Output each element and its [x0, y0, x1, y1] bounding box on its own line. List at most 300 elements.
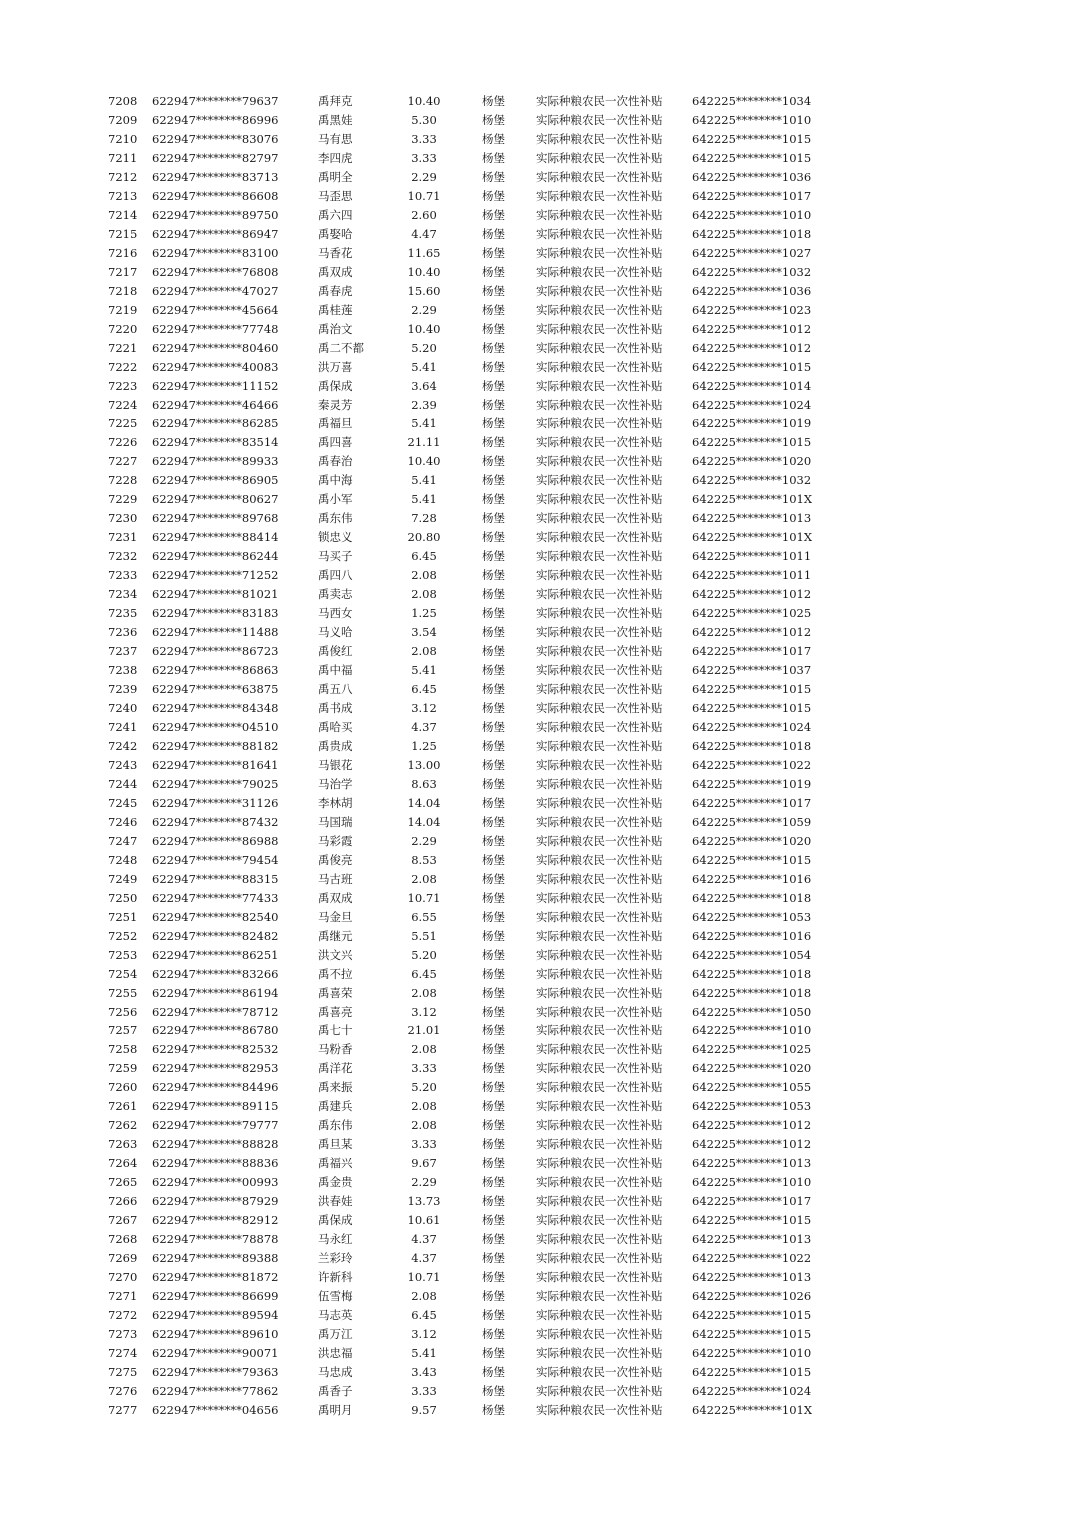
row-number: 7257: [108, 1023, 138, 1038]
table-row: [0, 946, 1074, 965]
table-row: [0, 130, 1074, 149]
bank-account-cell: 622947********84348: [152, 701, 279, 715]
table-row: [0, 92, 1074, 111]
town-cell: 杨堡: [482, 1099, 505, 1114]
town-cell: 杨堡: [482, 454, 505, 469]
row-number: 7250: [108, 890, 138, 905]
name-cell: 禹明全: [318, 169, 353, 184]
row-number: 7222: [108, 359, 138, 374]
subsidy-type-cell: 实际种粮农民一次性补贴: [536, 1251, 663, 1266]
name-cell: 禹娶哈: [318, 226, 353, 241]
row-number: 7264: [108, 1156, 138, 1171]
town-cell: 杨堡: [482, 1080, 505, 1095]
table-row: [0, 377, 1074, 396]
row-number: 7274: [108, 1345, 138, 1360]
bank-account-cell: 622947********82912: [152, 1213, 279, 1228]
name-cell: 禹福兴: [318, 1156, 353, 1171]
name-cell: 禹香子: [318, 1383, 353, 1398]
subsidy-type-cell: 实际种粮农民一次性补贴: [536, 1099, 663, 1114]
table-row: [0, 263, 1074, 282]
row-number: 7246: [108, 814, 138, 829]
town-cell: 杨堡: [482, 1118, 505, 1133]
id-number-cell: 642225********1012: [692, 1118, 812, 1133]
amount-cell: 6.45: [411, 1308, 437, 1322]
table-row: [0, 490, 1074, 509]
bank-account-cell: 622947********86699: [152, 1289, 279, 1304]
amount-cell: 10.40: [407, 264, 441, 279]
id-number-cell: 642225********1015: [692, 1364, 812, 1379]
bank-account-cell: 622947********89933: [152, 454, 279, 469]
table-row: [0, 1116, 1074, 1135]
bank-account-cell: 622947********84496: [152, 1080, 279, 1095]
table-row: [0, 320, 1074, 339]
town-cell: 杨堡: [482, 226, 505, 241]
subsidy-type-cell: 实际种粮农民一次性补贴: [536, 1402, 663, 1417]
id-number-cell: 642225********1012: [692, 625, 812, 640]
town-cell: 杨堡: [482, 909, 505, 924]
id-number-cell: 642225********1020: [692, 454, 812, 469]
amount-cell: 5.41: [411, 663, 437, 678]
id-number-cell: 642225********1019: [692, 776, 812, 791]
row-number: 7276: [108, 1383, 138, 1398]
subsidy-type-cell: 实际种粮农民一次性补贴: [536, 1137, 663, 1152]
id-number-cell: 642225********1010: [692, 1023, 812, 1038]
id-number-cell: 642225********1024: [692, 719, 812, 734]
town-cell: 杨堡: [482, 1364, 505, 1379]
bank-account-cell: 622947********63875: [152, 682, 279, 697]
town-cell: 杨堡: [482, 701, 505, 715]
row-number: 7238: [108, 663, 138, 678]
name-cell: 禹四喜: [318, 435, 353, 450]
name-cell: 禹中福: [318, 663, 353, 678]
row-number: 7221: [108, 340, 138, 355]
name-cell: 禹春虎: [318, 283, 353, 298]
name-cell: 马彩霞: [318, 833, 353, 848]
subsidy-type-cell: 实际种粮农民一次性补贴: [536, 1156, 663, 1171]
town-cell: 杨堡: [482, 264, 505, 279]
bank-account-cell: 622947********83514: [152, 435, 279, 450]
town-cell: 杨堡: [482, 644, 505, 659]
town-cell: 杨堡: [482, 473, 505, 488]
subsidy-type-cell: 实际种粮农民一次性补贴: [536, 549, 663, 564]
table-row: [0, 1040, 1074, 1059]
name-cell: 禹治文: [318, 321, 353, 336]
name-cell: 禹东伟: [318, 511, 353, 526]
row-number: 7229: [108, 492, 138, 507]
subsidy-type-cell: 实际种粮农民一次性补贴: [536, 94, 663, 108]
id-number-cell: 642225********1010: [692, 1345, 812, 1360]
bank-account-cell: 622947********83076: [152, 131, 279, 146]
id-number-cell: 642225********1012: [692, 1137, 812, 1152]
bank-account-cell: 622947********88182: [152, 738, 279, 753]
town-cell: 杨堡: [482, 1175, 505, 1190]
name-cell: 禹明月: [318, 1402, 353, 1417]
town-cell: 杨堡: [482, 1232, 505, 1247]
table-row: [0, 1325, 1074, 1344]
name-cell: 禹不拉: [318, 966, 353, 981]
id-number-cell: 642225********1010: [692, 1175, 812, 1190]
subsidy-type-cell: 实际种粮农民一次性补贴: [536, 473, 663, 488]
table-row: [0, 1078, 1074, 1097]
row-number: 7240: [108, 701, 138, 715]
subsidy-type-cell: 实际种粮农民一次性补贴: [536, 644, 663, 659]
bank-account-cell: 622947********77748: [152, 321, 279, 336]
id-number-cell: 642225********1024: [692, 1383, 812, 1398]
amount-cell: 2.08: [411, 985, 437, 1000]
amount-cell: 11.65: [407, 245, 441, 260]
amount-cell: 14.04: [407, 814, 441, 829]
name-cell: 禹双成: [318, 890, 353, 905]
id-number-cell: 642225********1011: [692, 549, 812, 564]
id-number-cell: 642225********1012: [692, 321, 812, 336]
id-number-cell: 642225********1011: [692, 568, 812, 583]
name-cell: 洪文兴: [318, 947, 353, 962]
table-row: [0, 1154, 1074, 1173]
amount-cell: 5.30: [411, 112, 437, 127]
name-cell: 马国瑞: [318, 814, 353, 829]
amount-cell: 21.11: [407, 435, 441, 450]
row-number: 7223: [108, 378, 138, 393]
table-row: [0, 756, 1074, 775]
amount-cell: 5.41: [411, 359, 437, 374]
amount-cell: 4.47: [411, 226, 437, 241]
table-row: [0, 547, 1074, 566]
name-cell: 马有思: [318, 131, 353, 146]
bank-account-cell: 622947********04510: [152, 719, 279, 734]
town-cell: 杨堡: [482, 1326, 505, 1341]
town-cell: 杨堡: [482, 606, 505, 621]
subsidy-type-cell: 实际种粮农民一次性补贴: [536, 928, 663, 943]
row-number: 7215: [108, 226, 138, 241]
name-cell: 禹春治: [318, 454, 353, 469]
bank-account-cell: 622947********31126: [152, 795, 279, 810]
subsidy-type-cell: 实际种粮农民一次性补贴: [536, 1364, 663, 1379]
row-number: 7254: [108, 966, 138, 981]
town-cell: 杨堡: [482, 852, 505, 867]
id-number-cell: 642225********1032: [692, 473, 812, 488]
table-row: [0, 1021, 1074, 1040]
town-cell: 杨堡: [482, 1308, 505, 1322]
subsidy-type-cell: 实际种粮农民一次性补贴: [536, 207, 663, 222]
bank-account-cell: 622947********87929: [152, 1194, 279, 1209]
row-number: 7252: [108, 928, 138, 943]
subsidy-type-cell: 实际种粮农民一次性补贴: [536, 1326, 663, 1341]
bank-account-cell: 622947********80627: [152, 492, 279, 507]
town-cell: 杨堡: [482, 359, 505, 374]
id-number-cell: 642225********1013: [692, 511, 812, 526]
subsidy-type-cell: 实际种粮农民一次性补贴: [536, 909, 663, 924]
table-row: [0, 927, 1074, 946]
id-number-cell: 642225********1025: [692, 606, 812, 621]
bank-account-cell: 622947********82482: [152, 928, 279, 943]
name-cell: 禹继元: [318, 928, 353, 943]
table-row: [0, 1230, 1074, 1249]
row-number: 7275: [108, 1364, 138, 1379]
table-row: [0, 1344, 1074, 1363]
amount-cell: 7.28: [411, 511, 437, 526]
id-number-cell: 642225********1036: [692, 169, 812, 184]
town-cell: 杨堡: [482, 1345, 505, 1360]
id-number-cell: 642225********1018: [692, 890, 812, 905]
town-cell: 杨堡: [482, 1137, 505, 1152]
town-cell: 杨堡: [482, 795, 505, 810]
row-number: 7217: [108, 264, 138, 279]
bank-account-cell: 622947********89594: [152, 1308, 279, 1322]
row-number: 7211: [108, 150, 138, 165]
town-cell: 杨堡: [482, 340, 505, 355]
table-row: [0, 396, 1074, 415]
bank-account-cell: 622947********82540: [152, 909, 279, 924]
subsidy-type-cell: 实际种粮农民一次性补贴: [536, 112, 663, 127]
amount-cell: 13.00: [407, 757, 441, 772]
bank-account-cell: 622947********86780: [152, 1023, 279, 1038]
town-cell: 杨堡: [482, 321, 505, 336]
subsidy-type-cell: 实际种粮农民一次性补贴: [536, 378, 663, 393]
id-number-cell: 642225********1032: [692, 264, 812, 279]
subsidy-type-cell: 实际种粮农民一次性补贴: [536, 625, 663, 640]
town-cell: 杨堡: [482, 757, 505, 772]
bank-account-cell: 622947********79637: [152, 94, 279, 108]
table-row: [0, 585, 1074, 604]
amount-cell: 5.51: [411, 928, 437, 943]
amount-cell: 5.41: [411, 473, 437, 488]
table-row: [0, 509, 1074, 528]
amount-cell: 5.41: [411, 1345, 437, 1360]
id-number-cell: 642225********1015: [692, 150, 812, 165]
name-cell: 李四虎: [318, 150, 353, 165]
table-row: [0, 1287, 1074, 1306]
town-cell: 杨堡: [482, 245, 505, 260]
town-cell: 杨堡: [482, 435, 505, 450]
table-row: [0, 244, 1074, 263]
name-cell: 禹来振: [318, 1080, 353, 1095]
town-cell: 杨堡: [482, 871, 505, 886]
town-cell: 杨堡: [482, 625, 505, 640]
amount-cell: 2.08: [411, 568, 437, 583]
bank-account-cell: 622947********89610: [152, 1326, 279, 1341]
bank-account-cell: 622947********77433: [152, 890, 279, 905]
name-cell: 伍雪梅: [318, 1289, 353, 1304]
bank-account-cell: 622947********82797: [152, 150, 279, 165]
id-number-cell: 642225********1022: [692, 757, 812, 772]
name-cell: 马治学: [318, 776, 353, 791]
town-cell: 杨堡: [482, 928, 505, 943]
bank-account-cell: 622947********82953: [152, 1061, 279, 1076]
bank-account-cell: 622947********86244: [152, 549, 279, 564]
subsidy-type-cell: 实际种粮农民一次性补贴: [536, 454, 663, 469]
subsidy-type-cell: 实际种粮农民一次性补贴: [536, 245, 663, 260]
subsidy-type-cell: 实际种粮农民一次性补贴: [536, 701, 663, 715]
row-number: 7244: [108, 776, 138, 791]
bank-account-cell: 622947********81641: [152, 757, 279, 772]
id-number-cell: 642225********1053: [692, 909, 812, 924]
table-row: [0, 965, 1074, 984]
subsidy-type-cell: 实际种粮农民一次性补贴: [536, 321, 663, 336]
subsidy-type-cell: 实际种粮农民一次性补贴: [536, 1308, 663, 1322]
name-cell: 禹喜荣: [318, 985, 353, 1000]
table-row: [0, 452, 1074, 471]
id-number-cell: 642225********1018: [692, 738, 812, 753]
bank-account-cell: 622947********11152: [152, 378, 279, 393]
amount-cell: 2.60: [411, 207, 437, 222]
amount-cell: 2.08: [411, 871, 437, 886]
row-number: 7236: [108, 625, 138, 640]
id-number-cell: 642225********1017: [692, 795, 812, 810]
subsidy-type-cell: 实际种粮农民一次性补贴: [536, 1175, 663, 1190]
row-number: 7232: [108, 549, 138, 564]
table-row: [0, 1268, 1074, 1287]
town-cell: 杨堡: [482, 985, 505, 1000]
table-row: [0, 414, 1074, 433]
table-row: [0, 149, 1074, 168]
id-number-cell: 642225********1015: [692, 359, 812, 374]
subsidy-type-cell: 实际种粮农民一次性补贴: [536, 1232, 663, 1247]
table-row: [0, 1097, 1074, 1116]
name-cell: 禹拜克: [318, 94, 353, 108]
subsidy-type-cell: 实际种粮农民一次性补贴: [536, 264, 663, 279]
row-number: 7267: [108, 1213, 138, 1228]
row-number: 7266: [108, 1194, 138, 1209]
bank-account-cell: 622947********79363: [152, 1364, 279, 1379]
amount-cell: 8.53: [411, 852, 437, 867]
row-number: 7259: [108, 1061, 138, 1076]
id-number-cell: 642225********1012: [692, 587, 812, 602]
name-cell: 马银花: [318, 757, 353, 772]
id-number-cell: 642225********1037: [692, 663, 812, 678]
id-number-cell: 642225********1059: [692, 814, 812, 829]
amount-cell: 4.37: [411, 719, 437, 734]
bank-account-cell: 622947********88828: [152, 1137, 279, 1152]
row-number: 7208: [108, 94, 138, 108]
name-cell: 马金旦: [318, 909, 353, 924]
name-cell: 马永红: [318, 1232, 353, 1247]
id-number-cell: 642225********1015: [692, 1213, 812, 1228]
town-cell: 杨堡: [482, 568, 505, 583]
amount-cell: 2.08: [411, 644, 437, 659]
bank-account-cell: 622947********00993: [152, 1175, 279, 1190]
amount-cell: 8.63: [411, 776, 437, 791]
row-number: 7219: [108, 302, 138, 317]
bank-account-cell: 622947********86723: [152, 644, 279, 659]
amount-cell: 13.73: [407, 1194, 441, 1209]
amount-cell: 2.29: [411, 833, 437, 848]
table-row: [0, 851, 1074, 870]
town-cell: 杨堡: [482, 814, 505, 829]
amount-cell: 3.43: [411, 1364, 437, 1379]
name-cell: 禹黑娃: [318, 112, 353, 127]
row-number: 7225: [108, 416, 138, 431]
name-cell: 禹金贵: [318, 1175, 353, 1190]
subsidy-type-cell: 实际种粮农民一次性补贴: [536, 150, 663, 165]
amount-cell: 3.33: [411, 1137, 437, 1152]
subsidy-type-cell: 实际种粮农民一次性补贴: [536, 169, 663, 184]
row-number: 7231: [108, 530, 138, 545]
row-number: 7268: [108, 1232, 138, 1247]
amount-cell: 2.29: [411, 302, 437, 317]
amount-cell: 10.40: [407, 454, 441, 469]
amount-cell: 3.33: [411, 150, 437, 165]
id-number-cell: 642225********1017: [692, 1194, 812, 1209]
town-cell: 杨堡: [482, 587, 505, 602]
name-cell: 洪春娃: [318, 1194, 353, 1209]
town-cell: 杨堡: [482, 511, 505, 526]
row-number: 7258: [108, 1042, 138, 1057]
row-number: 7245: [108, 795, 138, 810]
table-row: [0, 775, 1074, 794]
amount-cell: 3.33: [411, 1383, 437, 1398]
town-cell: 杨堡: [482, 1213, 505, 1228]
id-number-cell: 642225********1015: [692, 435, 812, 450]
table-row: [0, 661, 1074, 680]
table-row: [0, 1401, 1074, 1420]
table-row: [0, 870, 1074, 889]
row-number: 7248: [108, 852, 138, 867]
id-number-cell: 642225********1034: [692, 94, 812, 108]
table-row: [0, 832, 1074, 851]
row-number: 7241: [108, 719, 138, 734]
name-cell: 马香花: [318, 245, 353, 260]
amount-cell: 20.80: [407, 530, 441, 545]
row-number: 7220: [108, 321, 138, 336]
town-cell: 杨堡: [482, 1004, 505, 1019]
amount-cell: 3.64: [411, 378, 437, 393]
row-number: 7213: [108, 188, 138, 203]
amount-cell: 2.08: [411, 1118, 437, 1133]
town-cell: 杨堡: [482, 112, 505, 127]
table-row: [0, 1192, 1074, 1211]
town-cell: 杨堡: [482, 169, 505, 184]
table-row: [0, 1382, 1074, 1401]
table-row: [0, 566, 1074, 585]
town-cell: 杨堡: [482, 890, 505, 905]
subsidy-type-cell: 实际种粮农民一次性补贴: [536, 1194, 663, 1209]
bank-account-cell: 622947********40083: [152, 359, 279, 374]
name-cell: 禹福旦: [318, 416, 353, 431]
bank-account-cell: 622947********88315: [152, 871, 279, 886]
name-cell: 禹万江: [318, 1326, 353, 1341]
id-number-cell: 642225********1013: [692, 1232, 812, 1247]
table-row: [0, 699, 1074, 718]
bank-account-cell: 622947********83713: [152, 169, 279, 184]
subsidy-type-cell: 实际种粮农民一次性补贴: [536, 1345, 663, 1360]
row-number: 7255: [108, 985, 138, 1000]
name-cell: 禹中海: [318, 473, 353, 488]
subsidy-type-cell: 实际种粮农民一次性补贴: [536, 966, 663, 981]
name-cell: 禹七十: [318, 1023, 353, 1038]
id-number-cell: 642225********1036: [692, 283, 812, 298]
subsidy-type-cell: 实际种粮农民一次性补贴: [536, 435, 663, 450]
subsidy-type-cell: 实际种粮农民一次性补贴: [536, 131, 663, 146]
table-row: [0, 111, 1074, 130]
subsidy-type-cell: 实际种粮农民一次性补贴: [536, 871, 663, 886]
amount-cell: 2.29: [411, 1175, 437, 1190]
name-cell: 秦灵芳: [318, 397, 353, 412]
name-cell: 马歪思: [318, 188, 353, 203]
bank-account-cell: 622947********89768: [152, 511, 279, 526]
subsidy-type-cell: 实际种粮农民一次性补贴: [536, 757, 663, 772]
table-row: [0, 1249, 1074, 1268]
table-row: [0, 604, 1074, 623]
amount-cell: 3.33: [411, 131, 437, 146]
bank-account-cell: 622947********89750: [152, 207, 279, 222]
name-cell: 洪万喜: [318, 359, 353, 374]
row-number: 7235: [108, 606, 138, 621]
row-number: 7212: [108, 169, 138, 184]
bank-account-cell: 622947********79025: [152, 776, 279, 791]
subsidy-type-cell: 实际种粮农民一次性补贴: [536, 663, 663, 678]
id-number-cell: 642225********1015: [692, 1326, 812, 1341]
amount-cell: 5.41: [411, 416, 437, 431]
